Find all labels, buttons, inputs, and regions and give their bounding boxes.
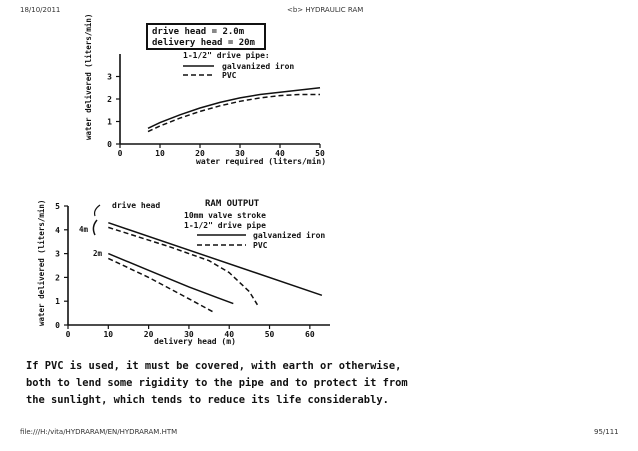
- chart2-legend-label-0: galvanized iron: [253, 231, 326, 240]
- chart2-legend-title-1: 10mm valve stroke: [184, 211, 266, 220]
- chart1-title-line1: drive head = 2.0m: [152, 27, 245, 37]
- chart1-ylabel: water delivered (liters/min): [84, 13, 93, 140]
- chart1-legend-label-1: PVC: [222, 71, 237, 80]
- chart1-legend-label-0: galvanized iron: [222, 62, 295, 71]
- chart2-curve-label-2m: 2m: [93, 249, 103, 258]
- chart1-xtick-label-4: 40: [275, 149, 285, 158]
- chart1-xtick-label-5: 50: [315, 149, 325, 158]
- chart2-series-3: [108, 258, 213, 312]
- header-date: 18/10/2011: [20, 6, 61, 14]
- chart2-head-arrow: [95, 205, 100, 216]
- chart1-series-1: [148, 95, 320, 132]
- chart2-ytick-label-4: 4: [55, 225, 60, 235]
- chart1-xlabel: water required (liters/min): [196, 157, 327, 166]
- chart2-xtick-label-1: 10: [103, 330, 114, 339]
- chart1-xtick-label-0: 0: [117, 149, 123, 158]
- chart1-xtick-label-3: 30: [235, 149, 245, 158]
- chart1-ytick-label-1: 1: [107, 117, 112, 127]
- chart2-ytick-label-1: 1: [55, 297, 60, 307]
- chart1-legend-title: 1-1/2" drive pipe:: [183, 51, 270, 60]
- footer-path: file:///H:/vita/HYDRARAM/EN/HYDRARAM.HTM: [20, 428, 178, 436]
- chart2-curve-label-4m: 4m: [79, 225, 89, 234]
- chart2-xtick-label-5: 50: [264, 330, 275, 339]
- chart1-ytick-label-3: 3: [107, 72, 112, 82]
- chart2-xtick-label-6: 60: [305, 330, 315, 339]
- chart2-head-bracket: [93, 220, 97, 235]
- header-title: <b> HYDRAULIC RAM: [287, 6, 364, 14]
- chart1-ytick-label-0: 0: [107, 140, 112, 149]
- chart2-legend-label-1: PVC: [253, 241, 268, 250]
- chart2-title: RAM OUTPUT: [205, 199, 260, 209]
- caption-line-1: both to lend some rigidity to the pipe and to protect it from: [26, 377, 408, 389]
- chart2-ytick-label-5: 5: [55, 202, 60, 211]
- chart1-ytick-label-2: 2: [107, 95, 112, 104]
- chart2-ytick-label-0: 0: [55, 321, 60, 330]
- caption-line-0: If PVC is used, it must be covered, with earth or otherwise,: [26, 360, 402, 372]
- chart2-series-2: [108, 254, 233, 304]
- chart2-ylabel: water delivered (liters/min): [37, 199, 46, 326]
- chart2-xlabel: delivery head (m): [154, 337, 236, 346]
- chart2-head-annotation: drive head: [112, 201, 161, 210]
- caption-text: [26, 358, 408, 409]
- chart2-ytick-label-3: 3: [55, 249, 60, 259]
- chart1-xtick-label-1: 10: [155, 149, 165, 158]
- chart1-series-0: [148, 88, 320, 129]
- caption-line-2: the sunlight, which tends to reduce its life considerably.: [26, 394, 389, 406]
- chart2-legend-title-2: 1-1/2" drive pipe: [184, 221, 266, 230]
- footer-page: 95/111: [594, 428, 619, 436]
- chart1-xtick-label-2: 20: [195, 149, 205, 158]
- chart2-xtick-label-4: 40: [224, 330, 235, 339]
- chart2-xtick-label-3: 30: [184, 330, 194, 339]
- chart1-title-line2: delivery head = 20m: [152, 38, 255, 48]
- chart2-xtick-label-2: 20: [143, 330, 154, 339]
- chart2-xtick-label-0: 0: [65, 330, 71, 339]
- chart2-ytick-label-2: 2: [55, 273, 60, 283]
